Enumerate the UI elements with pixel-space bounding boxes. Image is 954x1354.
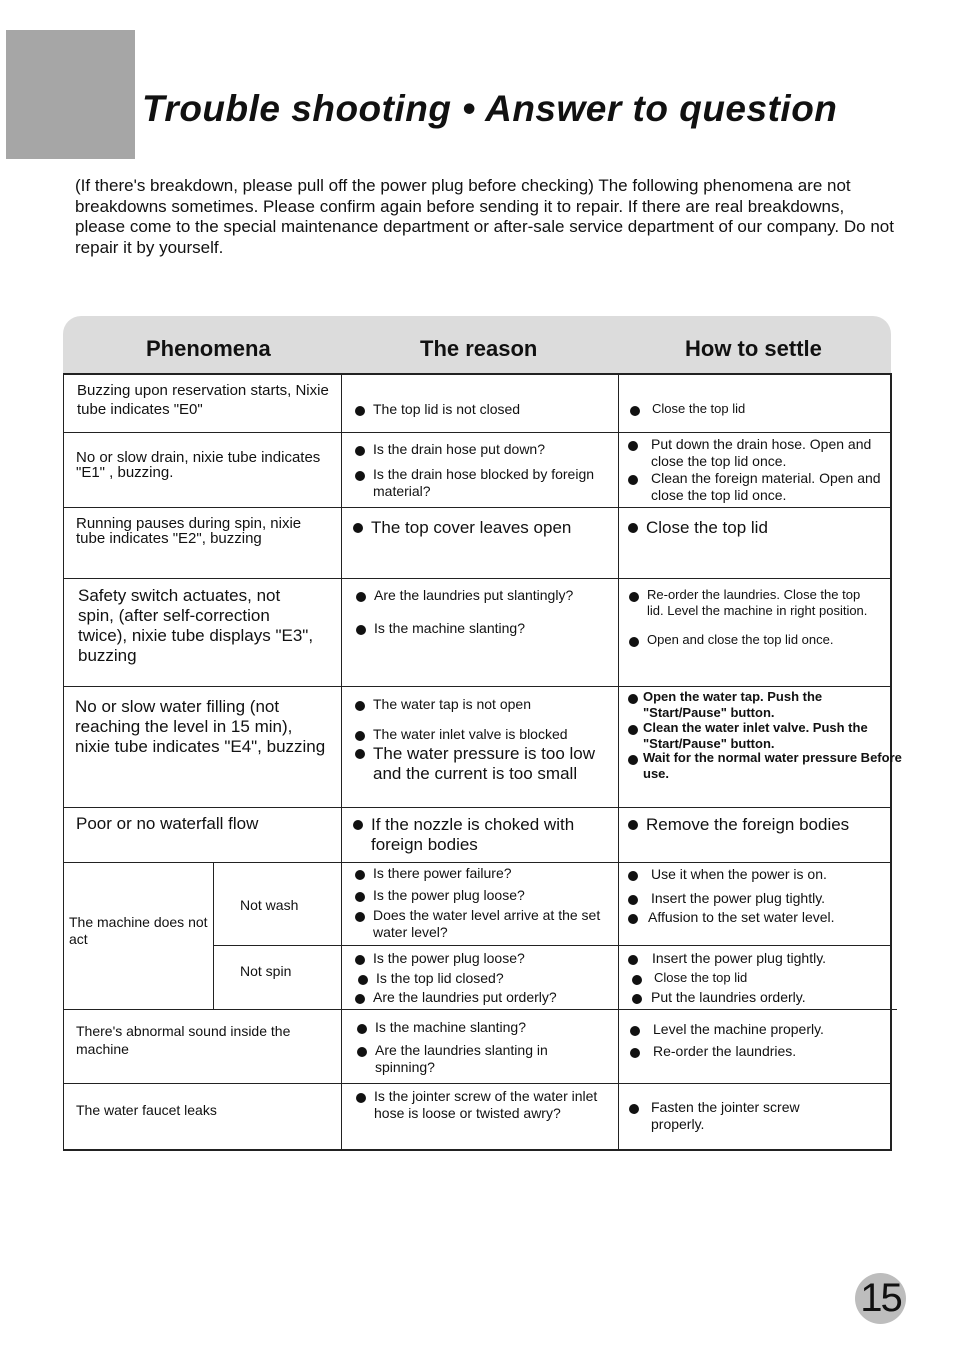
- phenomenon-faucet: The water faucet leaks: [76, 1102, 217, 1118]
- phenomenon-sound: There's abnormal sound inside the machine: [76, 1023, 291, 1057]
- header-reason: The reason: [420, 336, 538, 361]
- row-divider: [63, 862, 892, 863]
- reason-notspin-3: Are the laundries put orderly?: [355, 989, 628, 1006]
- reason-sound-1: Is the machine slanting?: [357, 1019, 625, 1036]
- settle-e4-2: Clean the water inlet valve. Push the "Start/Pause" button.: [628, 720, 873, 751]
- settle-sound-2: Re-order the laundries.: [630, 1043, 903, 1060]
- settle-e1-2: Clean the foreign material. Open and close the top lid once.: [628, 470, 891, 504]
- row-divider: [63, 432, 892, 433]
- settle-waterfall-1: Remove the foreign bodies: [628, 815, 901, 835]
- settle-faucet-1: Fasten the jointer screw properly.: [629, 1099, 851, 1133]
- subcolumn-divider: [213, 862, 214, 1009]
- reason-e2-1: The top cover leaves open: [353, 518, 626, 538]
- settle-e0-1: Close the top lid: [630, 401, 902, 417]
- reason-e1-2: Is the drain hose blocked by foreign material?: [355, 466, 603, 500]
- phenomenon-waterfall: Poor or no waterfall flow: [76, 814, 259, 833]
- reason-faucet-1: Is the jointer screw of the water inlet hose is loose or twisted awry?: [356, 1088, 619, 1122]
- reason-waterfall-1: If the nozzle is choked with foreign bodies: [353, 815, 616, 855]
- page-title: Trouble shooting • Answer to question: [142, 88, 838, 129]
- row-divider: [213, 945, 892, 946]
- column-divider-1: [341, 373, 342, 1150]
- settle-e1-1: Put down the drain hose. Open and close the top lid once.: [628, 436, 891, 470]
- reason-notspin-2: Is the top lid closed?: [358, 970, 626, 987]
- reason-sound-2: Are the laundries slanting in spinning?: [357, 1042, 605, 1076]
- reason-e0-1: The top lid is not closed: [355, 401, 623, 418]
- row-divider: [63, 686, 892, 687]
- phenomenon-e1: No or slow drain, nixie tube indicates "E1" , buzzing.: [76, 449, 321, 481]
- settle-notspin-1: Insert the power plug tightly.: [628, 950, 907, 967]
- settle-notspin-2: Close the top lid: [632, 970, 904, 986]
- header-settle: How to settle: [685, 336, 822, 361]
- reason-notspin-1: Is the power plug loose?: [355, 950, 628, 967]
- phenomenon-e3: Safety switch actuates, not spin, (after self-correction twice), nixie tube displays "E3", buzzing: [78, 586, 314, 665]
- settle-e3-2: Open and close the top lid once.: [629, 632, 887, 648]
- reason-e1-1: Is the drain hose put down?: [355, 441, 623, 458]
- phenomenon-noact: The machine does not act: [69, 914, 208, 947]
- settle-sound-1: Level the machine properly.: [630, 1021, 903, 1038]
- reason-notwash-3: Does the water level arrive at the set water level?: [355, 907, 623, 941]
- settle-notwash-2: Insert the power plug tightly.: [628, 890, 906, 907]
- reason-e4-1: The water tap is not open: [355, 696, 628, 713]
- settle-notspin-3: Put the laundries orderly.: [632, 989, 901, 1006]
- reason-e4-2: The water inlet valve is blocked: [355, 726, 628, 743]
- settle-notwash-3: Affusion to the set water level.: [628, 909, 903, 926]
- page-number: 15: [855, 1273, 906, 1324]
- phenomenon-e0: Buzzing upon reservation starts, Nixie tube indicates "E0": [77, 382, 329, 418]
- intro-paragraph: (If there's breakdown, please pull off the power plug before checking) The following phenomena are not breakdowns sometimes. Please confirm again before sending it to repair. If there are real breakdowns, please come to the special maintenance department or after-sale service department of our company. Do not repair it by yourself.: [75, 176, 894, 257]
- corner-gray-block: [6, 30, 135, 159]
- row-divider: [63, 507, 892, 508]
- reason-notwash-1: Is there power failure?: [355, 865, 628, 882]
- settle-e4-1: Open the water tap. Push the "Start/Pause" button.: [628, 689, 873, 720]
- settle-e3-1: Re-order the laundries. Close the top lid. Level the machine in right position.: [629, 587, 877, 618]
- reason-e4-3: The water pressure is too low and the current is too small: [355, 744, 603, 784]
- row-divider: [63, 1083, 892, 1084]
- reason-e3-2: Is the machine slanting?: [356, 620, 629, 637]
- phenomenon-e4: No or slow water filling (not reaching the level in 15 min), nixie tube indicates "E4", buzzing: [75, 697, 326, 756]
- row-divider: [63, 1009, 897, 1010]
- subcase-notspin: Not spin: [240, 963, 292, 979]
- row-divider: [63, 807, 892, 808]
- table-top-border: [63, 373, 892, 375]
- table-left-border: [63, 373, 64, 1150]
- settle-notwash-1: Use it when the power is on.: [628, 866, 906, 883]
- settle-e4-3: Wait for the normal water pressure Before use.: [628, 750, 905, 781]
- subcase-notwash: Not wash: [240, 897, 299, 913]
- header-phenomena: Phenomena: [146, 336, 271, 361]
- table-bottom-border: [63, 1149, 892, 1151]
- settle-e2-1: Close the top lid: [628, 518, 896, 538]
- phenomenon-e2: Running pauses during spin, nixie tube indicates "E2", buzzing: [76, 515, 302, 547]
- reason-e3-1: Are the laundries put slantingly?: [356, 587, 629, 604]
- row-divider: [63, 578, 892, 579]
- reason-notwash-2: Is the power plug loose?: [355, 887, 628, 904]
